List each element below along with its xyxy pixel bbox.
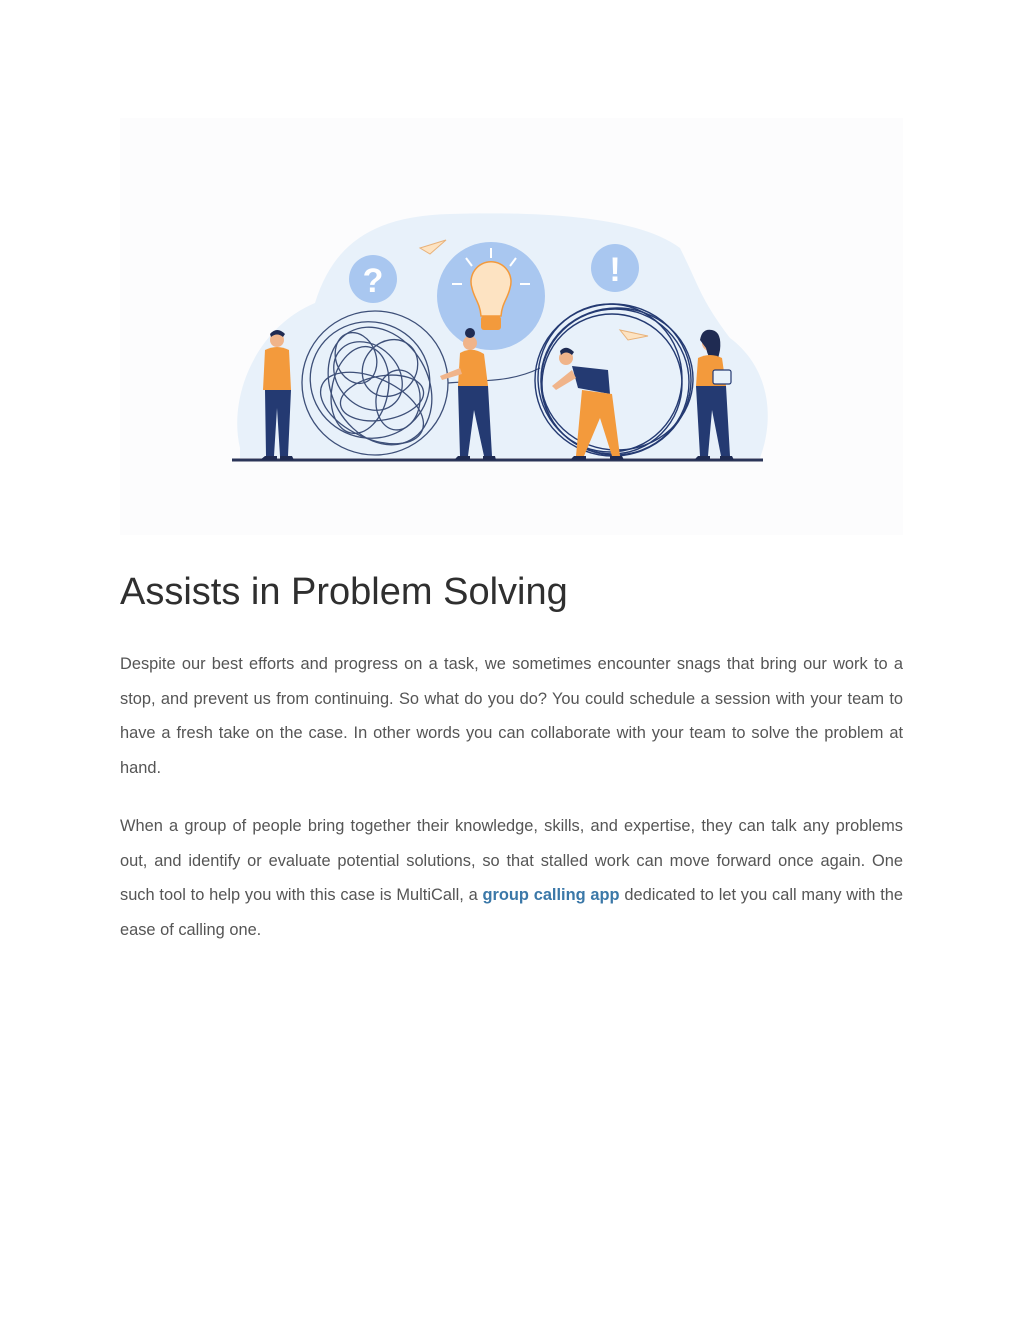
paragraph-text: dedicated to let you call many with the ease of calling one. — [120, 886, 904, 939]
svg-text:!: ! — [609, 251, 621, 289]
svg-text:?: ? — [362, 262, 384, 300]
paragraph-text: When a group of people bring together their knowledge, skills, and expertise, they can talk any problems out, and identify or evaluate potential solutions, so that stalled work can move forward once again. One such tool to help you with this case is MultiCall, a — [120, 817, 903, 905]
question-icon — [349, 255, 397, 303]
hero-illustration — [120, 118, 903, 535]
lightbulb-icon — [437, 242, 545, 350]
body-paragraph-1: Despite our best efforts and progress on a task, we sometimes encounter snags that bring our work to a stop, and prevent us from continuing. So what do you do? You could schedule a session with your team to have a fresh take on the case. In other words you can collaborate with your team to solve the problem at hand. — [120, 655, 903, 777]
body-paragraph-2 — [120, 809, 903, 947]
teamwork-illustration — [120, 118, 903, 535]
section-heading: Assists in Problem Solving — [120, 571, 568, 613]
exclamation-icon — [591, 244, 639, 292]
group-calling-app-link[interactable]: group calling app — [482, 886, 620, 905]
